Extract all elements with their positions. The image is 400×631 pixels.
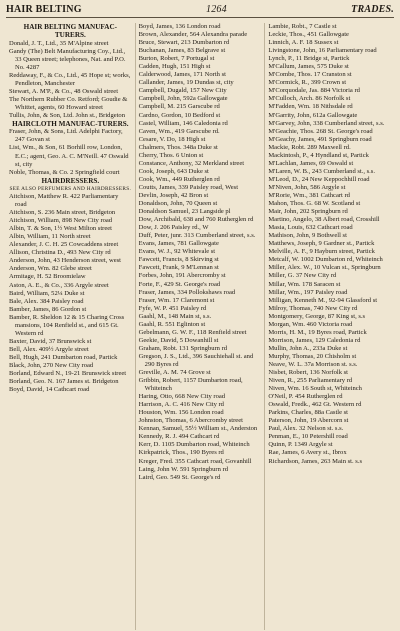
directory-entry: Dow, J. 206 Paisley rd., W (138, 224, 209, 232)
directory-entry: Bamber, R. Sheldon 12 & 15 Charing Cross mansions, 104 Renfield st., and 615 Gt. Western rd (9, 313, 125, 337)
directory-entry: Duff, Peter, junr. 313 Cumberland street, s.s. (138, 232, 256, 240)
directory-entry: M'Geachie, Thos. 268 St. George's road (268, 127, 373, 135)
directory-entry: Leckie, Thos., 451 Gallowgate (268, 31, 349, 39)
directory-entry: M'Corquodale, Jas. 884 Victoria rd (268, 87, 360, 95)
directory-entry: Fraser, John, & Sons, Ltd. Adelphi Factory, 247 Govan st (9, 128, 123, 144)
directory-entry: Miller, G. 37 New City rd (268, 272, 337, 280)
directory-entry: Fraser, Wm. 17 Claremont st (138, 296, 215, 304)
directory-entry: Gaahl, R. 551 Eglinton st (138, 320, 206, 328)
directory-entry: Cook, Wm., 449 Rutherglen rd (138, 175, 220, 183)
directory-entry: M'Callum, James, 575 Duke st (268, 63, 349, 71)
directory-entry: Greville, A. M. 74 Grove st (138, 369, 211, 377)
directory-columns (6, 23, 394, 630)
directory-entry: Castel, William, 146 Caledonia rd (138, 119, 228, 127)
directory-entry: Mair, John, 202 Springburn rd (268, 208, 348, 216)
directory-entry: Cardno, Gordon, 10 Bedford st (138, 111, 221, 119)
directory-entry: Richardson, James, 263 Main st. s.s (268, 457, 362, 465)
directory-entry: Linnich, A. F. 18 Sussex st (268, 39, 339, 47)
directory-entry: Borland, Geo. N. 167 James st. Bridgeton (9, 378, 119, 386)
directory-entry: Kreger, Fred. 355 Cathcart road, Govanhill (138, 457, 252, 465)
directory-entry: Stewart, A. M'P., & Co., 48 Oswald street (9, 87, 119, 95)
directory-entry: Rae, James, 6 Avery st., Ibrox (268, 449, 347, 457)
column-2 (135, 23, 265, 630)
directory-entry: Lynch, P., 11 Bridge st, Partick (268, 55, 350, 63)
directory-entry: Dow, Archibald, 638 and 760 Rutherglen rd (138, 216, 254, 224)
directory-entry: Matthews, Joseph, 9 Gardner st., Partick (268, 240, 375, 248)
directory-entry: Donaldson Samuel, 23 Langside pl (138, 208, 231, 216)
directory-entry: Millar, Wm., 197 Paisley road (268, 288, 348, 296)
directory-entry: Aston, A. E., & Co., 336 Argyle street (9, 281, 109, 289)
directory-entry: Mathison, John, 9 Bothwell st (268, 232, 347, 240)
section-heading: HAIR BELTING MANUFAC-TURERS. (23, 23, 118, 40)
directory-entry: Boyd, James, 136 London road (138, 23, 221, 30)
directory-entry: Bruce, Stewart, 213 Dumbarton rd (138, 39, 230, 47)
directory-entry: Borland, Edward N., 19-21 Brunswick street (9, 370, 127, 378)
directory-entry: Campbell, Dugald, 157 New City (138, 87, 227, 95)
directory-entry: Oswald, Fredk., 462 Gt. Western rd (268, 401, 362, 409)
directory-entry: Graham, Robt. 131 Springburn rd (138, 344, 228, 352)
directory-entry: Montgomery, George, 87 King st, s.s (268, 312, 366, 320)
directory-entry: Boyd, David, 14 Cathcart road (9, 386, 90, 394)
directory-entry: Baxter, David, 37 Brunswick st (9, 337, 92, 345)
directory-entry: Gregson, J. S., Ltd., 396 Sauchiehall st. and 290 Byres rd (138, 352, 254, 368)
directory-entry: Reddaway, F., & Co., Ltd., 45 Hope st; works, Pendleton, Manchester (9, 71, 131, 87)
directory-entry: Fawcett, Frank, 9 M'Lennan st (138, 264, 219, 272)
directory-entry: Mackintosh, P., 4 Hyndland st, Partick (268, 151, 369, 159)
category-title: TRADES. (351, 4, 394, 15)
directory-entry: Paterson, John, 19 Abercorn st (268, 417, 349, 425)
directory-entry: Coutts, James, 339 Paisley road, West (138, 183, 239, 191)
directory-entry: Bale, Alex. 384 Paisley road (9, 297, 84, 305)
directory-entry: M'Laren, W. B., 243 Cumberland st., s.s. (268, 167, 375, 175)
directory-entry: Niven, R., 255 Parliamentary rd (268, 377, 353, 385)
directory-entry: Bell, Hugh, 241 Dumbarton road, Partick (9, 353, 118, 361)
directory-entry: Laing, John W. 591 Springburn rd (138, 465, 228, 473)
directory-entry: Kerr, D. 1105 Dumbarton road, Whiteinch (138, 441, 250, 449)
directory-entry: Cadden, Hugh, 151 High st (138, 63, 211, 71)
directory-entry: M'Fadden, Wm. 18 Nithsdale rd (268, 103, 353, 111)
directory-entry: M'Cormick, R., 399 Crown st (268, 79, 347, 87)
directory-entry: Fawcett, Francis, 8 Skirving st (138, 256, 219, 264)
directory-entry: Forte, F., 429 St. George's road (138, 280, 221, 288)
directory-entry: Aitchison, S. 236 Main street, Bridgeton (9, 209, 116, 217)
directory-entry: Livingstone, John, 16 Parliamentary road (268, 47, 377, 55)
directory-entry: Houston, Wm. 156 London road (138, 409, 224, 417)
directory-entry: Alexander, J. C. H. 25 Cowcaddens street (9, 241, 119, 249)
directory-entry: M'Combe, Thos. 17 Cranston st (268, 71, 352, 79)
directory-entry: Calderwood, James, 171 North st (138, 71, 226, 79)
directory-entry: Niven, Wm. 16 South st, Whiteinch (268, 385, 362, 393)
directory-entry: Black, John, 270 New City road (9, 361, 94, 369)
directory-entry: Kirkpatrick, Thos., 190 Byres rd (138, 449, 224, 457)
directory-entry: Bell, Alex. 409½ Argyle street (9, 345, 89, 353)
directory-entry: Gandy (The) Belt Manufacturing Coy., Ltd., 33 Queen street; telephones, Nat. and P.O. No. 4287 (9, 47, 126, 71)
directory-entry: Johnston, Thomas, 6 Abercromby street (138, 417, 243, 425)
directory-entry: Cesare, V. Do, 18 High st (138, 135, 206, 143)
directory-entry: Buchanan, James, 83 Belgrave st (138, 47, 226, 55)
column-3 (264, 23, 394, 630)
directory-entry: Constance, Anthony, 32 Merkland street (138, 159, 245, 167)
directory-entry: Forbes, John, 191 Abercromby st (138, 272, 226, 280)
page-number: 1264 (206, 4, 227, 15)
directory-entry: Brown, Alexander, 564 Alexandra parade (138, 31, 248, 39)
directory-entry: Mackie, Robt. 289 Maxwell rd. (268, 143, 351, 151)
directory-entry: Burton, Robert, 7 Portugal st (138, 55, 215, 63)
directory-entry: Murphy, Thomas, 20 Chisholm st (268, 352, 357, 360)
directory-entry: Paul, Alex. 32 Nelson st. s.s. (268, 425, 344, 433)
directory-entry: Milroy, Thomas, 740 New City rd (268, 304, 358, 312)
directory-entry: Martino, Angelo, 38 Albert road, Crosshill (268, 216, 380, 224)
directory-entry: Allison, Christina D., 493 New City rd (9, 249, 111, 257)
directory-entry: Fyfe, W. P. 451 Paisley rd (138, 304, 207, 312)
section-title: HAIR BELTING (6, 4, 82, 15)
directory-entry: Gribbin, Robert, 1157 Dumbarton road, Whiteinch (138, 377, 243, 393)
directory-entry: Morgan, Wm. 460 Victoria road (268, 320, 353, 328)
directory-entry: Haring, Otto, 668 New City road (138, 393, 226, 401)
directory-entry: M'Lachlan, James, 69 Oswald st (268, 159, 354, 167)
directory-entry: Gebelmann, G. W. F., 118 Renfield street (138, 328, 247, 336)
directory-entry: Kennan, Samuel, 55½ William st., Anderston (138, 425, 258, 433)
directory-entry: Morrison, James, 129 Caledonia rd (268, 336, 361, 344)
directory-entry: Callander, James, 19 Dundas st, city (138, 79, 234, 87)
directory-entry: Anderson, Wm. 82 Glebe street (9, 265, 92, 273)
directory-entry: M'Leod, D., 24 New Keppochhill road (268, 175, 370, 183)
directory-entry: Quinn, P. 1349 Argyle st (268, 441, 333, 449)
directory-entry: Millar, Wm. 178 Saracen st (268, 280, 341, 288)
directory-entry: Mullin, John A., 233a Duke st (268, 344, 348, 352)
directory-entry: Aitchison, William, 898 New City road (9, 217, 113, 225)
directory-entry: Masia, Louis, 632 Cathcart road (268, 224, 353, 232)
directory-entry: Noble, Thomas, & Co. 2 Springfield court (9, 168, 120, 176)
directory-entry: Mahon, Thos. G. 68 W. Scotland st (268, 200, 361, 208)
directory-entry: M'Garvey, John, 338 Cumberland street, s.s. (268, 119, 385, 127)
directory-entry: Devlin, Joseph, 42 Bron st (138, 191, 209, 199)
directory-entry: M'Geachy, James, 491 Springburn road (268, 135, 372, 143)
directory-entry: Penman, E., 10 Petershill road (268, 433, 348, 441)
directory-entry: Metcalf, W. 1002 Dumbarton rd, Whiteinch (268, 256, 383, 264)
directory-entry: Parkins, Charles, 88a Castle st (268, 409, 348, 417)
directory-entry: Lambie, Robt., 7 Castle st (268, 23, 337, 30)
directory-entry: Cherry, Thos. 6 Union st (138, 151, 204, 159)
directory-entry: Anderson, John, 43 Henderson street, west (9, 257, 122, 265)
directory-entry: Albin, T. & Son, 1½ West Milton street (9, 225, 112, 233)
directory-entry: Morris, H. M., 19 Byres road, Partick (268, 328, 367, 336)
section-heading: HAIRDRESSERS. (41, 176, 100, 185)
directory-entry: Albin, William, 11 North street (9, 233, 91, 241)
directory-entry: M'Niven, John, 586 Argyle st (268, 183, 346, 191)
directory-entry: Neave, W. L. 37a Morrison st. s.s. (268, 360, 358, 368)
directory-entry: Donaldson, John, 70 Queen st (138, 200, 218, 208)
directory-entry: Armitage, H. 52 Broomielaw (9, 273, 86, 281)
section-heading: HAIRCLOTH MANUFAC-TURERS. (12, 120, 129, 129)
directory-entry: Milligan, Kenneth M., 92-94 Glassford st (268, 296, 378, 304)
directory-entry: Gaahl, M., 148 Main st, s.s. (138, 312, 212, 320)
directory-entry: Chalmers, Thos. 348a Duke st (138, 143, 218, 151)
directory-entry: Fraser, James, 334 Pollokshaws road (138, 288, 236, 296)
directory-entry: Kennedy, R. J. 494 Cathcart rd (138, 433, 220, 441)
directory-entry: Geekie, David, 5 Dowanhill st (138, 336, 219, 344)
directory-entry: Nisbet, Robert, 136 Norfolk st (268, 369, 348, 377)
directory-entry: Campbell, M. 215 Garscube rd (138, 103, 220, 111)
directory-entry: List, Wm., & Son, 61 Borhill row, London, E.C.; agent, Geo. A. C. M'Neill. 47 Oswald st, city (9, 144, 129, 168)
directory-entry: Harrison, A. C. 416 New City rd (138, 401, 224, 409)
directory-entry: Evans, W. J., 92 Whitevale st (138, 248, 216, 256)
column-1 (6, 23, 135, 630)
directory-entry: O'Neil, P. 454 Rutherglen rd (268, 393, 343, 401)
directory-entry: Cook, Joseph, 643 Duke st (138, 167, 209, 175)
directory-entry: M'Rorie, Wm., 381 Cathcart rd (268, 191, 350, 199)
running-head (6, 4, 394, 18)
directory-entry: M'Garrity, John, 612a Gallowgate (268, 111, 358, 119)
directory-entry: Aitchison, Matthew R. 422 Parliamentary road (9, 192, 119, 209)
cross-reference-note: SEE ALSO PERFUMERS AND HAIRDRESSERS. (9, 185, 132, 192)
directory-entry: Tullis, John, & Son, Ltd. John st., Bridgeton (9, 112, 125, 120)
directory-entry: M'Culloch, Arch. 86 Norfolk st (268, 95, 351, 103)
directory-entry: Baird, William, 52¼ Duke st (9, 289, 85, 297)
directory-entry: Caven, Wm., 419 Garscube rd. (138, 127, 220, 135)
directory-entry: Donald, J. T., Ltd., 35 M'Alpine street (9, 39, 109, 47)
directory-entry: Campbell, John, 592a Gallowgate (138, 95, 228, 103)
directory-entry: Laird, Geo. 549 St. George's rd (138, 473, 221, 481)
directory-entry: Evans, James, 781 Gallowgate (138, 240, 219, 248)
directory-entry: Melville, A. F., 9 Hayburn street, Partick (268, 248, 375, 256)
directory-entry: The Northern Rubber Co. Retford; Goudie & Whittet, agents, 60 Howard street (9, 95, 128, 111)
directory-entry: Miller, Alex. W., 10 Vulcan st., Springburn (268, 264, 381, 272)
directory-entry: Bamber, James, 86 Gordon st (9, 305, 87, 313)
